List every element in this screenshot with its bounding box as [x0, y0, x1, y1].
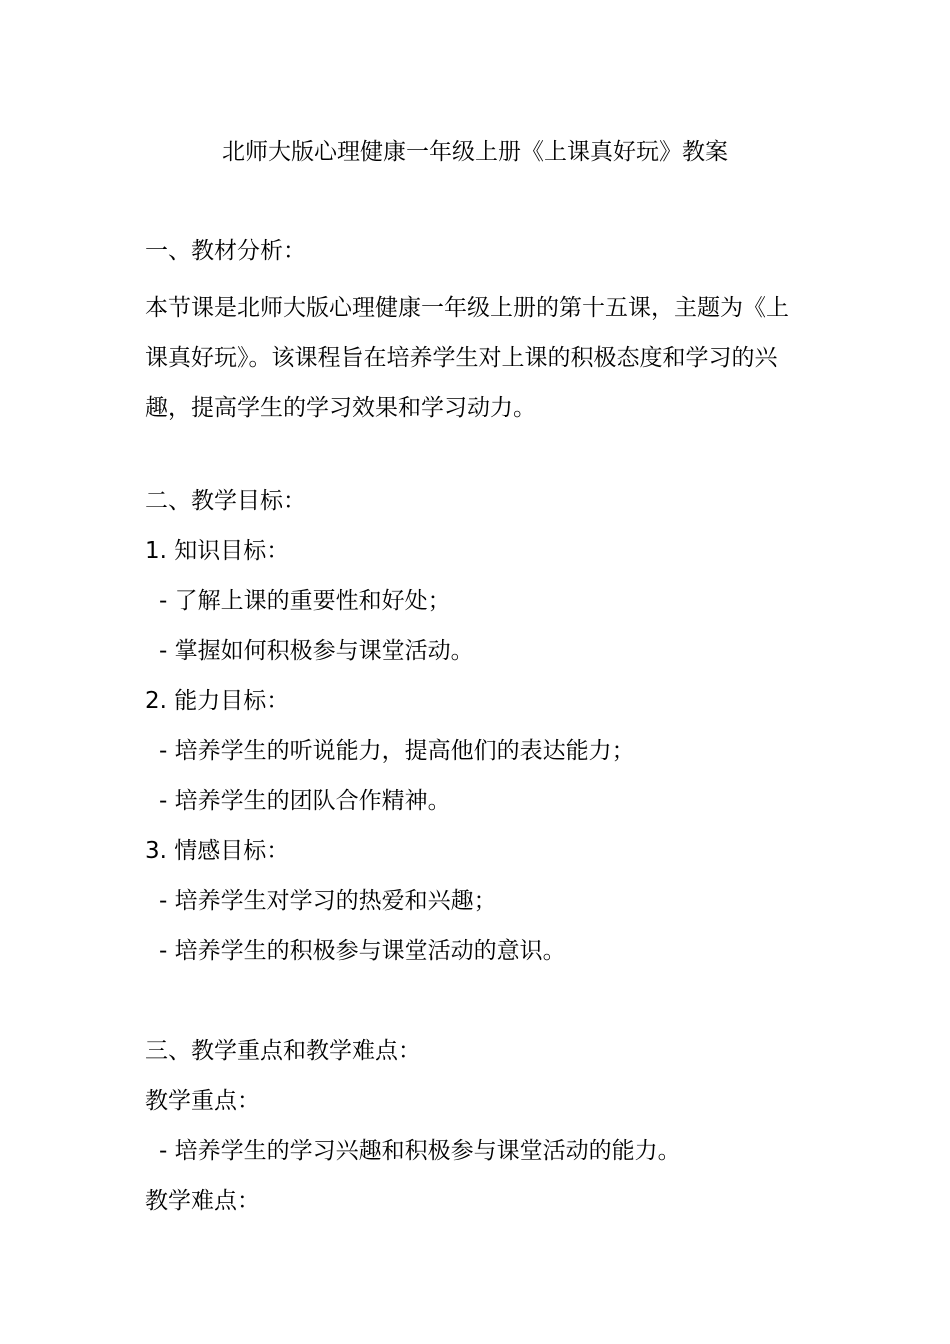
emotion-goal-item: - 培养学生对学习的热爱和兴趣；	[159, 888, 497, 914]
emotion-goal-label: 3. 情感目标：	[145, 838, 290, 864]
ability-goal-item: - 培养学生的团队合作精神。	[159, 788, 451, 814]
section-heading-materials: 一、教材分析：	[145, 238, 306, 264]
document-title: 北师大版心理健康一年级上册《上课真好玩》教案	[222, 139, 728, 165]
section-heading-objectives: 二、教学目标：	[145, 488, 306, 514]
ability-goal-label: 2. 能力目标：	[145, 688, 290, 714]
document-body	[145, 233, 815, 1233]
spacer	[145, 983, 815, 1033]
ability-goal-item: - 培养学生的听说能力，提高他们的表达能力；	[159, 738, 635, 764]
section-heading-key-points: 三、教学重点和教学难点：	[145, 1038, 421, 1064]
knowledge-goal-item: - 了解上课的重要性和好处；	[159, 588, 451, 614]
emotion-goal-item: - 培养学生的积极参与课堂活动的意识。	[159, 938, 566, 964]
knowledge-goal-item: - 掌握如何积极参与课堂活动。	[159, 638, 474, 664]
spacer	[145, 433, 815, 483]
difficulty-label: 教学难点：	[145, 1188, 260, 1214]
knowledge-goal-label: 1. 知识目标：	[145, 538, 290, 564]
key-point-label: 教学重点：	[145, 1088, 260, 1114]
key-point-item: - 培养学生的学习兴趣和积极参与课堂活动的能力。	[159, 1138, 681, 1164]
materials-paragraph: 本节课是北师大版心理健康一年级上册的第十五课，主题为《上课真好玩》。该课程旨在培养学生对上课的积极态度和学习的兴趣，提高学生的学习效果和学习动力。	[145, 295, 789, 421]
